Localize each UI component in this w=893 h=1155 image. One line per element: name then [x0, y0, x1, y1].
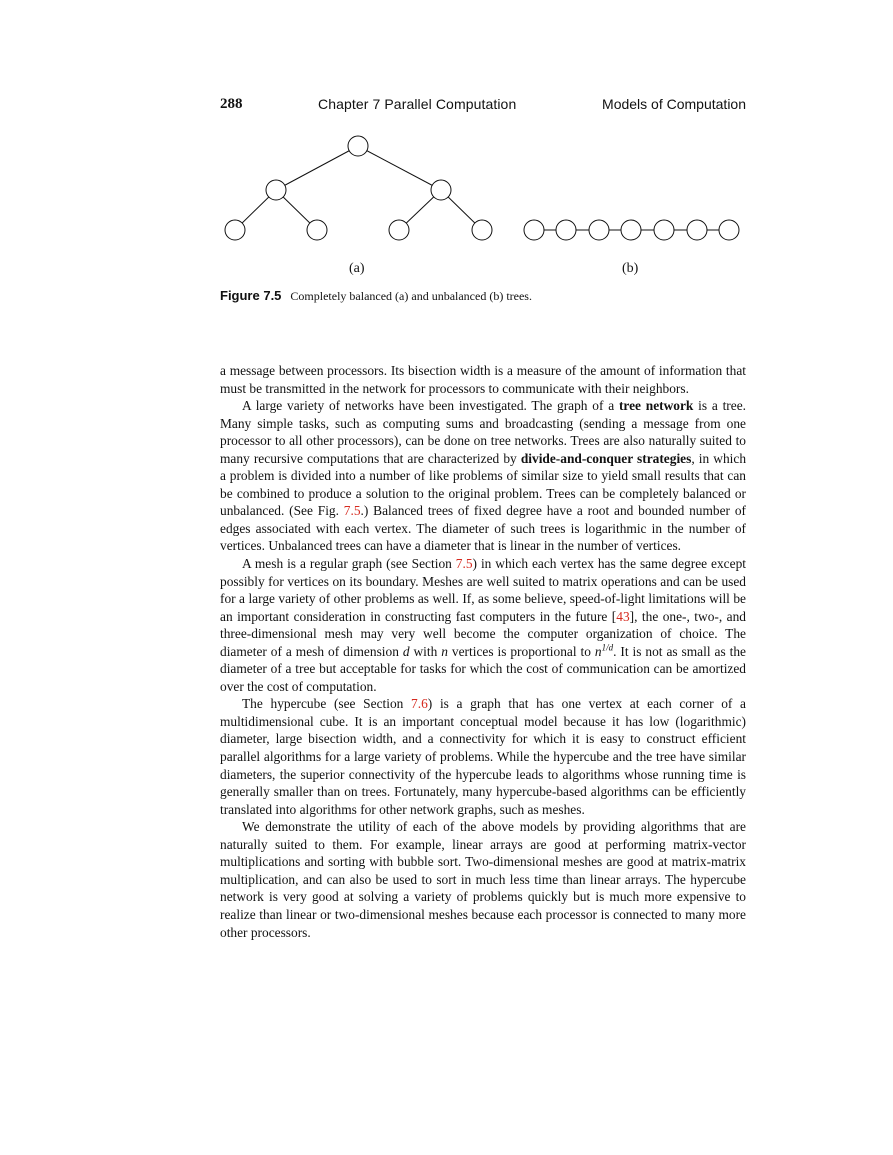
unbalanced-tree — [524, 220, 739, 240]
math-var-d: d — [402, 643, 410, 659]
caption-text: Completely balanced (a) and unbalanced (b) trees. — [290, 289, 532, 303]
figure-caption — [220, 288, 746, 304]
text-run: a message between processors. Its bisection width is a measure of the amount of information that must be transmitted in the network for processors to communicate with their neighbors. — [220, 363, 746, 396]
text-run: .) Balanced trees of fixed degree have a root and bounded number of edges associated with each vertex. The diameter of such trees is logarithmic in the number of vertices. Unbalanced trees can have a diameter that is linear in the number of vertices. — [220, 503, 746, 554]
paragraph — [220, 818, 746, 941]
text-run: . It is not as small as the diameter of a tree but acceptable for tasks for which the cost of communication can be amortized over the cost of computation. — [220, 643, 746, 694]
figure-ref-link[interactable]: 7.5 — [343, 503, 361, 519]
tree-node — [348, 136, 368, 156]
math-var-n: n — [441, 643, 448, 659]
paragraph — [220, 397, 746, 555]
paragraph — [220, 695, 746, 818]
term-tree-network: tree network — [618, 398, 694, 414]
text-run: ) in which each vertex has the same degree except possibly for vertices on its boundary. Meshes are well suited to matrix operations and can be used for a large variety of other problems as well. If, as some believe, speed-of-light limitations will be an important consideration in constructing fast computers in the future [ — [220, 556, 746, 624]
text-run: vertices is proportional to — [447, 643, 595, 659]
chapter-title: Chapter 7 Parallel Computation — [318, 96, 517, 112]
text-run: A large variety of networks have been investigated. The graph of a — [242, 398, 619, 414]
section-ref-link[interactable]: 7.5 — [455, 556, 473, 572]
section-ref-link[interactable]: 7.6 — [411, 696, 428, 712]
text-run: The hypercube (see Section — [242, 696, 412, 712]
text-run: A mesh is a regular graph (see Section — [242, 556, 456, 572]
chain-node — [621, 220, 641, 240]
chain-node — [556, 220, 576, 240]
caption-label: Figure 7.5 — [220, 288, 282, 303]
tree-node — [307, 220, 327, 240]
body-text — [220, 362, 746, 941]
tree-node — [266, 180, 286, 200]
tree-node — [389, 220, 409, 240]
text-run: , in which a problem is divided into a number of like problems of similar size to yield small results that can be combined to produce a solution to the original problem. Trees can be completely balanced or unbalanced. (See Fig. — [220, 450, 747, 519]
text-run: ) is a graph that has one vertex at each corner of a multidimensional cube. It is an important conceptual model because it has low (logarithmic) diameter, large bisection width, and a connectivity for which it is easy to construct efficient parallel algorithms for a large variety of problems. While the hypercube and the tree have similar diameters, the superior connectivity of the hypercube leads to algorithms whose running time is generally smaller than on trees. Fortunately, many hypercube-based algorithms can be efficiently translated into algorithms for other network graphs, such as meshes. — [220, 696, 747, 817]
chain-node — [687, 220, 707, 240]
page-number: 288 — [220, 96, 243, 112]
tree-node — [225, 220, 245, 240]
math-power-base: n — [594, 643, 602, 659]
tree-edge — [276, 146, 358, 190]
book-title: Models of Computation — [602, 96, 746, 112]
text-run: ], the one-, two-, and three-dimensional mesh may very well become the computer organization of choice. The diameter of a mesh of dimension — [220, 608, 746, 659]
math-power-exponent: 1/d — [601, 642, 614, 653]
paragraph — [220, 362, 746, 397]
chain-node — [524, 220, 544, 240]
term-divide-and-conquer: divide-and-conquer strategies — [520, 450, 692, 466]
balanced-tree — [225, 136, 492, 240]
text-run: We demonstrate the utility of each of the above models by providing algorithms that are naturally suited to them. For example, linear arrays are good at performing matrix-vector multiplications and sorting with bubble sort. Two-dimensional meshes are good at matrix-matrix multiplication, and can also be used to sort in much less time than linear arrays. The hypercube network is very good at solving a variety of problems quickly but is much more expensive to realize than linear or two-dimensional meshes because each processor is connected to many more other processors. — [220, 819, 746, 940]
chain-node — [654, 220, 674, 240]
paragraph — [220, 555, 746, 695]
text-run: is a tree. Many simple tasks, such as computing sums and broadcasting (sending a message from one processor to all other processors), can be done on tree networks. Trees are also naturally suited to many recursive computations that are characterized by — [220, 398, 746, 466]
chain-node — [719, 220, 739, 240]
sublabel-a: (a) — [349, 261, 365, 276]
citation-link[interactable]: 43 — [616, 608, 630, 624]
tree-node — [431, 180, 451, 200]
tree-node — [472, 220, 492, 240]
chain-node — [589, 220, 609, 240]
figure-7-5 — [0, 0, 893, 260]
tree-edge — [358, 146, 441, 190]
text-run: with — [409, 643, 442, 659]
sublabel-b: (b) — [622, 261, 639, 276]
